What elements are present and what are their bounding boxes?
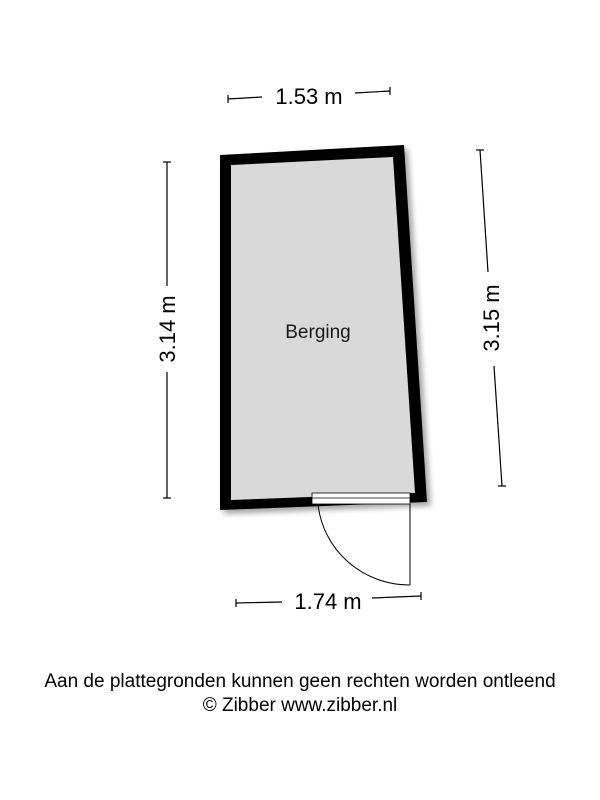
dimension-top	[228, 84, 390, 109]
copyright-text: © Zibber www.zibber.nl	[202, 695, 398, 716]
dimension-right-label: 3.15 m	[479, 284, 504, 352]
dimension-bottom-label: 1.74 m	[294, 589, 362, 614]
dimension-top-label: 1.53 m	[275, 84, 343, 109]
dimension-left	[155, 162, 180, 498]
dimension-left-label: 3.14 m	[155, 295, 180, 363]
disclaimer-text: Aan de plattegronden kunnen geen rechten worden ontleend	[44, 671, 556, 692]
room-label: Berging	[285, 322, 351, 343]
door-opening	[312, 493, 410, 504]
room-berging	[220, 145, 427, 585]
dimension-bottom	[236, 589, 421, 614]
door-swing-arc	[318, 504, 410, 585]
dimension-right	[476, 150, 506, 486]
